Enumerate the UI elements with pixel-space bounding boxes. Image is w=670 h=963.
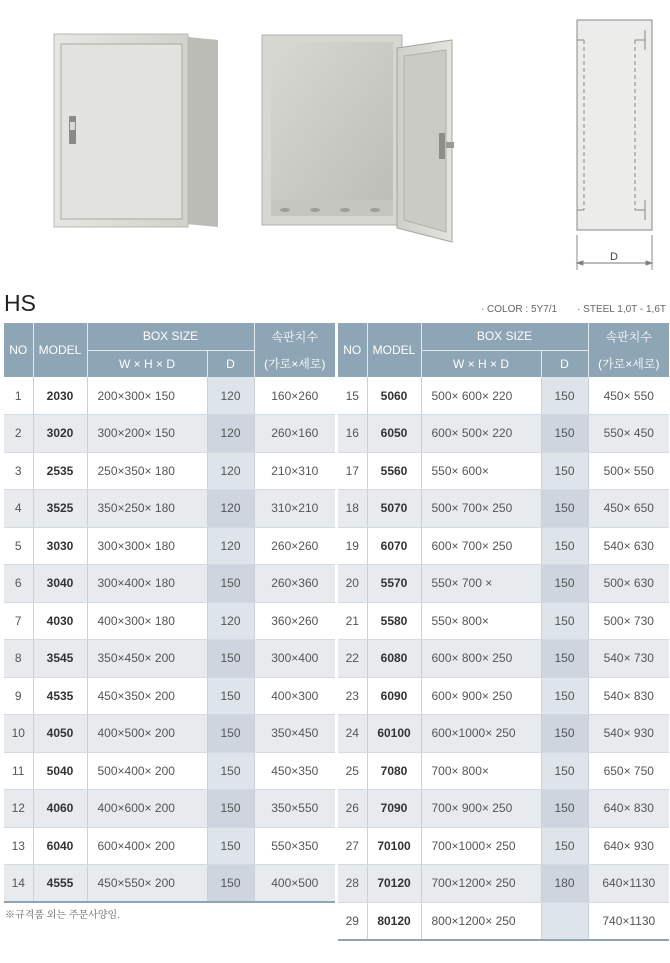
- row-no: 2: [4, 415, 33, 453]
- table-row: [4, 640, 335, 678]
- row-size: 300×200× 150: [87, 415, 207, 453]
- header-model: MODEL: [33, 323, 87, 377]
- header-whd: W × H × D: [87, 350, 207, 377]
- row-no: 21: [338, 602, 367, 640]
- table-row: [338, 377, 669, 415]
- row-size: 700×1000× 250: [421, 827, 541, 865]
- row-depth: 180: [541, 865, 588, 903]
- row-model: 5580: [367, 602, 421, 640]
- row-depth: 150: [207, 790, 254, 828]
- row-size: 350×250× 180: [87, 490, 207, 528]
- row-depth: 150: [207, 827, 254, 865]
- spec-table-left: [4, 323, 335, 903]
- table-row: [4, 565, 335, 603]
- row-inner-size: 160×260: [254, 377, 335, 415]
- row-inner-size: 500× 550: [588, 452, 669, 490]
- row-no: 19: [338, 527, 367, 565]
- row-size: 400×500× 200: [87, 715, 207, 753]
- row-depth: 120: [207, 490, 254, 528]
- table-row: [4, 790, 335, 828]
- row-depth: 150: [541, 790, 588, 828]
- row-no: 4: [4, 490, 33, 528]
- row-inner-size: 260×260: [254, 527, 335, 565]
- row-inner-size: 260×160: [254, 415, 335, 453]
- row-size: 300×400× 180: [87, 565, 207, 603]
- row-depth: 150: [541, 452, 588, 490]
- series-title: HS: [4, 290, 36, 316]
- row-inner-size: 450× 550: [588, 377, 669, 415]
- row-size: 550× 800×: [421, 602, 541, 640]
- row-inner-size: 640×1130: [588, 865, 669, 903]
- row-model: 5570: [367, 565, 421, 603]
- row-depth: 150: [541, 677, 588, 715]
- row-model: 4030: [33, 602, 87, 640]
- table-row: [4, 677, 335, 715]
- row-inner-size: 500× 730: [588, 602, 669, 640]
- row-no: 20: [338, 565, 367, 603]
- row-depth: 150: [541, 715, 588, 753]
- header-box-size: BOX SIZE: [87, 323, 254, 350]
- row-no: 23: [338, 677, 367, 715]
- table-row: [338, 752, 669, 790]
- table-row: [338, 715, 669, 753]
- row-depth: 150: [541, 527, 588, 565]
- row-size: 600×400× 200: [87, 827, 207, 865]
- row-size: 700× 900× 250: [421, 790, 541, 828]
- row-size: 400×300× 180: [87, 602, 207, 640]
- table-row: [338, 902, 669, 940]
- table-row: [4, 490, 335, 528]
- row-size: 600× 700× 250: [421, 527, 541, 565]
- footnote: ※규격품 외는 주문사양임.: [5, 910, 120, 921]
- row-model: 5560: [367, 452, 421, 490]
- row-inner-size: 400×500: [254, 865, 335, 903]
- header-d: D: [541, 350, 588, 377]
- table-row: [338, 490, 669, 528]
- color-spec: · COLOR : 5Y7/1: [480, 304, 558, 315]
- row-size: 600× 900× 250: [421, 677, 541, 715]
- row-size: 600×1000× 250: [421, 715, 541, 753]
- table-row: [338, 565, 669, 603]
- row-inner-size: 540× 830: [588, 677, 669, 715]
- spec-info: [481, 304, 666, 315]
- row-no: 18: [338, 490, 367, 528]
- table-row: [338, 415, 669, 453]
- header-inner-size: 속판치수: [588, 323, 669, 350]
- row-depth: 120: [207, 452, 254, 490]
- open-cabinet-image: [262, 35, 454, 242]
- row-model: 4555: [33, 865, 87, 903]
- row-inner-size: 540× 630: [588, 527, 669, 565]
- header-model: MODEL: [367, 323, 421, 377]
- table-row: [338, 602, 669, 640]
- row-no: 10: [4, 715, 33, 753]
- steel-spec: · STEEL 1,0T - 1,6T: [577, 304, 666, 315]
- table-row: [4, 415, 335, 453]
- row-depth: 150: [207, 865, 254, 903]
- row-model: 6040: [33, 827, 87, 865]
- row-inner-size: 300×400: [254, 640, 335, 678]
- row-no: 8: [4, 640, 33, 678]
- row-size: 600× 500× 220: [421, 415, 541, 453]
- table-row: [4, 377, 335, 415]
- row-inner-size: 740×1130: [588, 902, 669, 940]
- row-size: 550× 600×: [421, 452, 541, 490]
- row-depth: 120: [207, 415, 254, 453]
- row-model: 4050: [33, 715, 87, 753]
- row-inner-size: 500× 630: [588, 565, 669, 603]
- row-no: 11: [4, 752, 33, 790]
- row-inner-size: 260×360: [254, 565, 335, 603]
- row-inner-size: 210×310: [254, 452, 335, 490]
- row-depth: 120: [207, 527, 254, 565]
- row-no: 1: [4, 377, 33, 415]
- row-no: 6: [4, 565, 33, 603]
- row-depth: 150: [207, 640, 254, 678]
- row-size: 450×350× 200: [87, 677, 207, 715]
- row-model: 3525: [33, 490, 87, 528]
- table-row: [338, 865, 669, 903]
- row-model: 60100: [367, 715, 421, 753]
- row-model: 6090: [367, 677, 421, 715]
- row-model: 7080: [367, 752, 421, 790]
- row-model: 80120: [367, 902, 421, 940]
- row-inner-size: 310×210: [254, 490, 335, 528]
- row-depth: 150: [207, 715, 254, 753]
- row-size: 700× 800×: [421, 752, 541, 790]
- row-inner-size: 650× 750: [588, 752, 669, 790]
- row-size: 500× 700× 250: [421, 490, 541, 528]
- table-row: [338, 790, 669, 828]
- row-model: 6070: [367, 527, 421, 565]
- table-row: [4, 527, 335, 565]
- row-size: 300×300× 180: [87, 527, 207, 565]
- row-no: 5: [4, 527, 33, 565]
- row-model: 6080: [367, 640, 421, 678]
- row-inner-size: 360×260: [254, 602, 335, 640]
- row-size: 400×600× 200: [87, 790, 207, 828]
- row-model: 5070: [367, 490, 421, 528]
- row-model: 6050: [367, 415, 421, 453]
- row-depth: 150: [541, 490, 588, 528]
- dimension-label: D: [610, 251, 618, 263]
- row-depth: 150: [541, 827, 588, 865]
- row-size: 350×450× 200: [87, 640, 207, 678]
- row-model: 3030: [33, 527, 87, 565]
- table-row: [338, 640, 669, 678]
- row-size: 250×350× 180: [87, 452, 207, 490]
- side-view-diagram: [577, 20, 652, 270]
- row-size: 550× 700 ×: [421, 565, 541, 603]
- right-rows: [338, 377, 669, 940]
- row-inner-size: 540× 930: [588, 715, 669, 753]
- row-inner-size: 400×300: [254, 677, 335, 715]
- row-depth: 150: [541, 377, 588, 415]
- row-depth: [541, 902, 588, 940]
- row-no: 28: [338, 865, 367, 903]
- row-inner-size: 450×350: [254, 752, 335, 790]
- row-size: 600× 800× 250: [421, 640, 541, 678]
- row-depth: 150: [207, 752, 254, 790]
- table-row: [338, 827, 669, 865]
- header-box-size: BOX SIZE: [421, 323, 588, 350]
- table-row: [4, 715, 335, 753]
- row-inner-size: 550× 450: [588, 415, 669, 453]
- table-row: [338, 677, 669, 715]
- row-depth: 150: [207, 565, 254, 603]
- header-no: NO: [338, 323, 367, 377]
- row-model: 70120: [367, 865, 421, 903]
- header-whd: W × H × D: [421, 350, 541, 377]
- row-inner-size: 640× 930: [588, 827, 669, 865]
- row-depth: 150: [541, 415, 588, 453]
- row-inner-size: 540× 730: [588, 640, 669, 678]
- header-inner-size: 속판치수: [254, 323, 335, 350]
- row-size: 700×1200× 250: [421, 865, 541, 903]
- table-row: [4, 865, 335, 903]
- row-model: 2535: [33, 452, 87, 490]
- row-model: 4060: [33, 790, 87, 828]
- row-no: 25: [338, 752, 367, 790]
- row-inner-size: 350×550: [254, 790, 335, 828]
- row-inner-size: 640× 830: [588, 790, 669, 828]
- row-no: 16: [338, 415, 367, 453]
- row-depth: 120: [207, 377, 254, 415]
- header-inner-sub: (가로×세로): [254, 350, 335, 377]
- row-depth: 150: [541, 640, 588, 678]
- row-depth: 150: [541, 752, 588, 790]
- row-depth: 150: [541, 602, 588, 640]
- row-no: 27: [338, 827, 367, 865]
- row-no: 9: [4, 677, 33, 715]
- row-depth: 150: [541, 565, 588, 603]
- row-no: 17: [338, 452, 367, 490]
- table-row: [4, 827, 335, 865]
- row-depth: 120: [207, 602, 254, 640]
- row-no: 29: [338, 902, 367, 940]
- row-size: 500× 600× 220: [421, 377, 541, 415]
- row-depth: 150: [207, 677, 254, 715]
- row-no: 14: [4, 865, 33, 903]
- table-row: [338, 527, 669, 565]
- row-size: 800×1200× 250: [421, 902, 541, 940]
- row-model: 7090: [367, 790, 421, 828]
- table-row: [4, 602, 335, 640]
- row-inner-size: 550×350: [254, 827, 335, 865]
- row-model: 3545: [33, 640, 87, 678]
- row-model: 3040: [33, 565, 87, 603]
- row-no: 12: [4, 790, 33, 828]
- row-model: 5040: [33, 752, 87, 790]
- row-size: 500×400× 200: [87, 752, 207, 790]
- row-model: 5060: [367, 377, 421, 415]
- table-row: [338, 452, 669, 490]
- row-model: 3020: [33, 415, 87, 453]
- header-no: NO: [4, 323, 33, 377]
- row-no: 22: [338, 640, 367, 678]
- row-no: 26: [338, 790, 367, 828]
- table-row: [4, 452, 335, 490]
- row-model: 2030: [33, 377, 87, 415]
- left-rows: [4, 377, 335, 902]
- row-no: 15: [338, 377, 367, 415]
- header-inner-sub: (가로×세로): [588, 350, 669, 377]
- row-size: 450×550× 200: [87, 865, 207, 903]
- closed-cabinet-image: [54, 34, 218, 227]
- row-model: 70100: [367, 827, 421, 865]
- row-inner-size: 350×450: [254, 715, 335, 753]
- row-size: 200×300× 150: [87, 377, 207, 415]
- row-inner-size: 450× 650: [588, 490, 669, 528]
- row-no: 24: [338, 715, 367, 753]
- row-model: 4535: [33, 677, 87, 715]
- table-row: [4, 752, 335, 790]
- header-d: D: [207, 350, 254, 377]
- row-no: 7: [4, 602, 33, 640]
- row-no: 3: [4, 452, 33, 490]
- spec-table-right: [338, 323, 669, 941]
- row-no: 13: [4, 827, 33, 865]
- product-images: [0, 0, 670, 285]
